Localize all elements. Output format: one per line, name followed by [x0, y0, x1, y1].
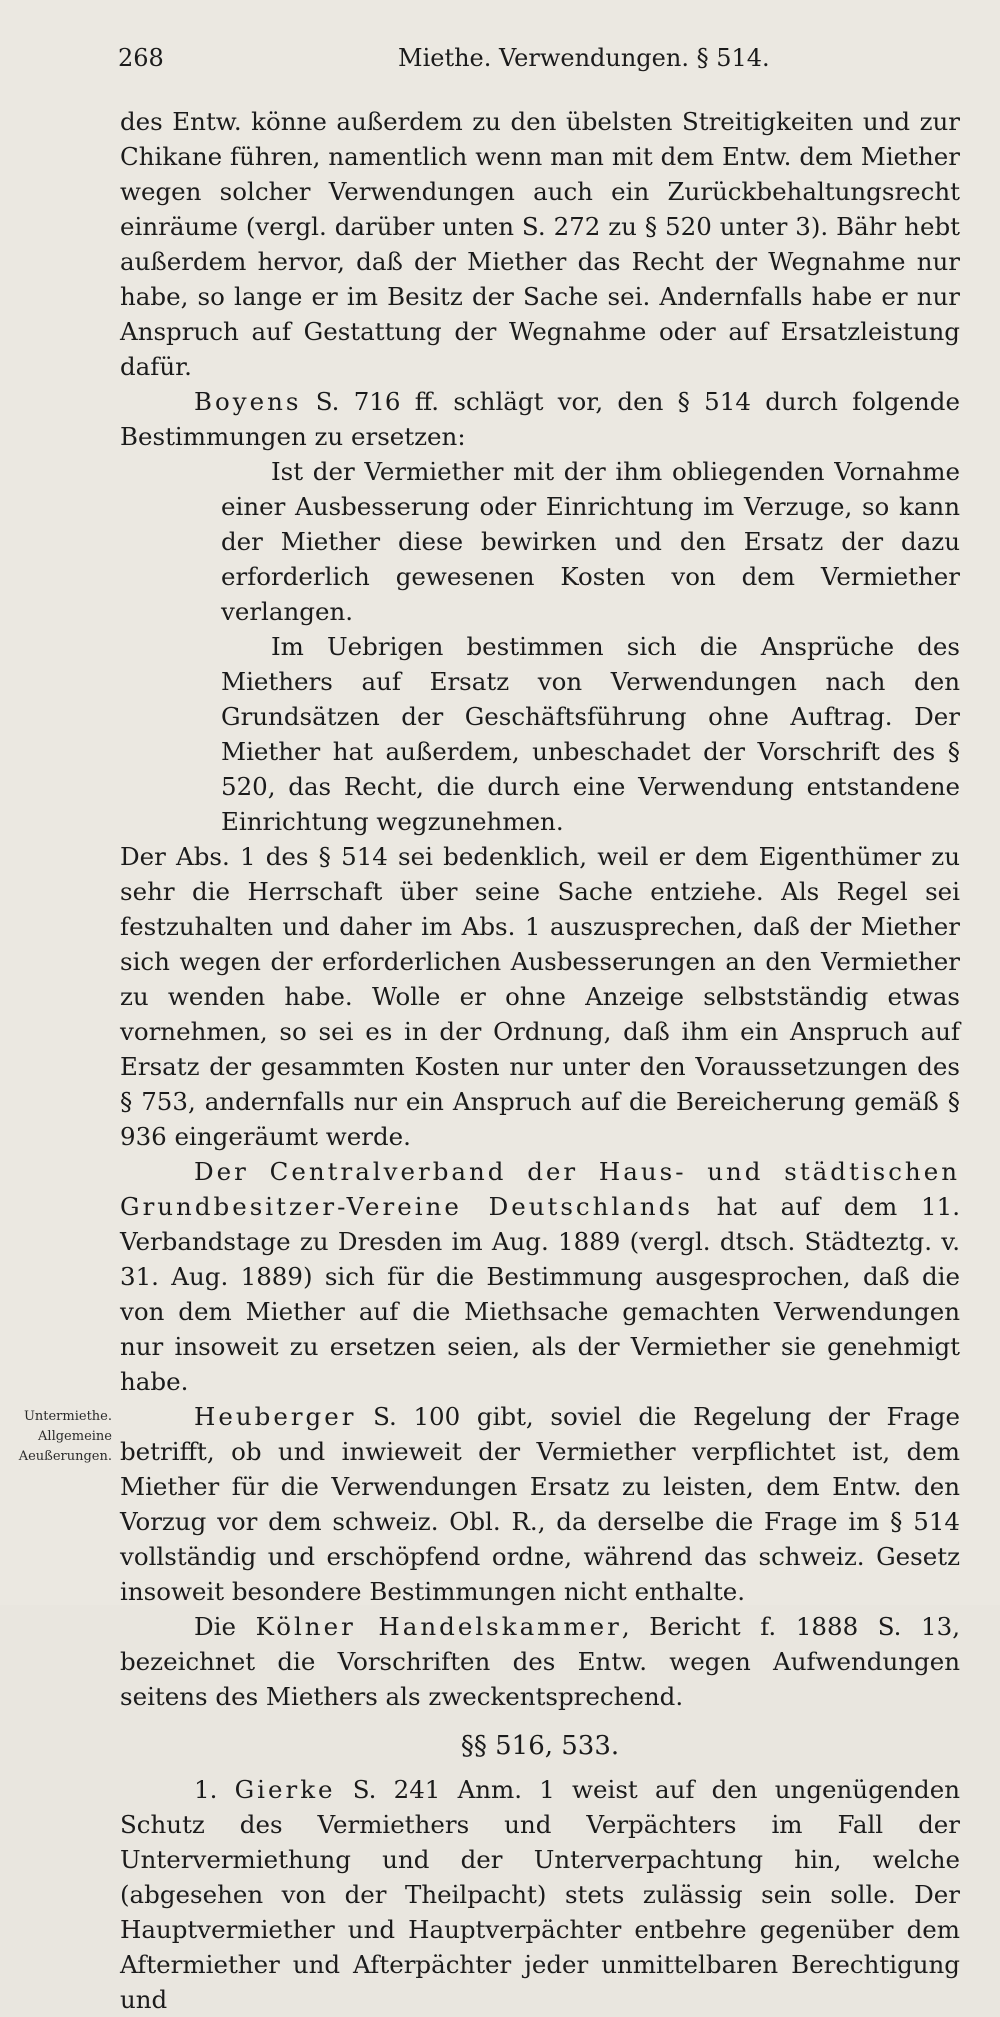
- paragraph: 1. Gierke S. 241 Anm. 1 weist auf den ungenügenden Schutz des Vermiethers und Verpächters im Fall der Untervermiethung und der Unterverpachtung hin, welche (abgesehen von der Theilpacht) stets zulässig sein solle. Der Hauptvermiether und Hauptverpächter entbehre gegenüber dem Aftermiether und Afterpächter jeder unmittelbaren Berechtigung und: [120, 1775, 960, 2014]
- author-name: Gierke: [234, 1775, 336, 1804]
- paragraph: Der Abs. 1 des § 514 sei bedenklich, weil er dem Eigenthümer zu sehr die Herrschaft über seine Sache entziehe. Als Regel sei festzuhalten und daher im Abs. 1 auszusprechen, daß der Miether sich wegen der erforderlichen Ausbesserungen an den Vermiether zu wenden habe. Wolle er ohne Anzeige selbstständig etwas vornehmen, so sei es in der Ordnung, daß ihm ein Anspruch auf Ersatz der gesammten Kosten nur unter den Voraussetzungen des § 753, andernfalls nur ein Anspruch auf die Bereicherung gemäß § 936 eingeräumt werde.: [120, 842, 960, 1151]
- quote-paragraph: Ist der Vermiether mit der ihm obliegenden Vornahme einer Ausbesserung oder Einrichtung im Verzuge, so kann der Miether diese bewirken und den Ersatz der dazu erforderlich gewesenen Kosten von dem Vermiether verlangen.: [221, 457, 960, 626]
- section-heading: §§ 516, 533.: [460, 1731, 620, 1761]
- author-name: Kölner Handelskammer: [255, 1612, 622, 1641]
- margin-note: [8, 1407, 112, 1467]
- proposal-quote: [120, 454, 960, 839]
- author-name: Boyens: [194, 387, 302, 416]
- paragraph: Die Kölner Handelskammer, Bericht f. 1888 S. 13, bezeichnet die Vorschriften des Entw. wegen Aufwendungen seitens des Miethers als zweckentsprechend.: [120, 1612, 961, 1711]
- paragraph: des Entw. könne außerdem zu den übelsten Streitigkeiten und zur Chikane führen, namentlich wenn man mit dem Entw. dem Miether wegen solcher Verwendungen auch ein Zurückbehaltungsrecht einräume (vergl. darüber unten S. 272 zu § 520 unter 3). Bähr hebt außerdem hervor, daß der Miether das Recht der Wegnahme nur habe, so lange er im Besitz der Sache sei. Andernfalls habe er nur Anspruch auf Gestattung der Wegnahme oder auf Ersatzleistung dafür.: [120, 107, 960, 381]
- author-name: Der Centralverband der Haus- und städtischen Grundbesitzer-Vereine Deutschlands: [120, 1157, 960, 1221]
- page-number: 268: [118, 44, 164, 72]
- paragraph: Heuberger S. 100 gibt, soviel die Regelung der Frage betrifft, ob und inwieweit der Vermiether verpflichtet ist, dem Miether für die Verwendungen Ersatz zu leisten, dem Entw. den Vorzug vor dem schweiz. Obl. R., da derselbe die Frage im § 514 vollständig und erschöpfend ordne, während das schweiz. Gesetz insoweit besondere Bestimmungen nicht enthalte.: [120, 1402, 960, 1606]
- margin-note-line: Allgemeine: [38, 1429, 112, 1444]
- margin-note-line: Untermiethe.: [23, 1409, 112, 1424]
- paragraph: Der Centralverband der Haus- und städtischen Grundbesitzer-Vereine Deutschlands hat auf dem 11. Verbandstage zu Dresden im Aug. 1889 (vergl. dtsch. Städteztg. v. 31. Aug. 1889) sich für die Bestimmung ausgesprochen, daß die von dem Miether auf die Miethsache gemachten Verwendungen nur insoweit zu ersetzen seien, als der Vermiether sie genehmigt habe.: [120, 1157, 960, 1396]
- author-name: Heuberger: [194, 1402, 357, 1431]
- running-title: Miethe. Verwendungen. § 514.: [398, 44, 770, 72]
- body-text: [120, 104, 960, 2017]
- page-header: [118, 44, 950, 84]
- margin-note-line: Aeußerungen.: [18, 1449, 112, 1464]
- paragraph: Boyens S. 716 ff. schlägt vor, den § 514 durch folgende Bestimmungen zu ersetzen:: [120, 387, 960, 451]
- quote-paragraph: Im Uebrigen bestimmen sich die Ansprüche des Miethers auf Ersatz von Verwendungen nach den Grundsätzen der Geschäftsführung ohne Auftrag. Der Miether hat außerdem, unbeschadet der Vorschrift des § 520, das Recht, die durch eine Verwendung entstandene Einrichtung wegzunehmen.: [221, 632, 960, 836]
